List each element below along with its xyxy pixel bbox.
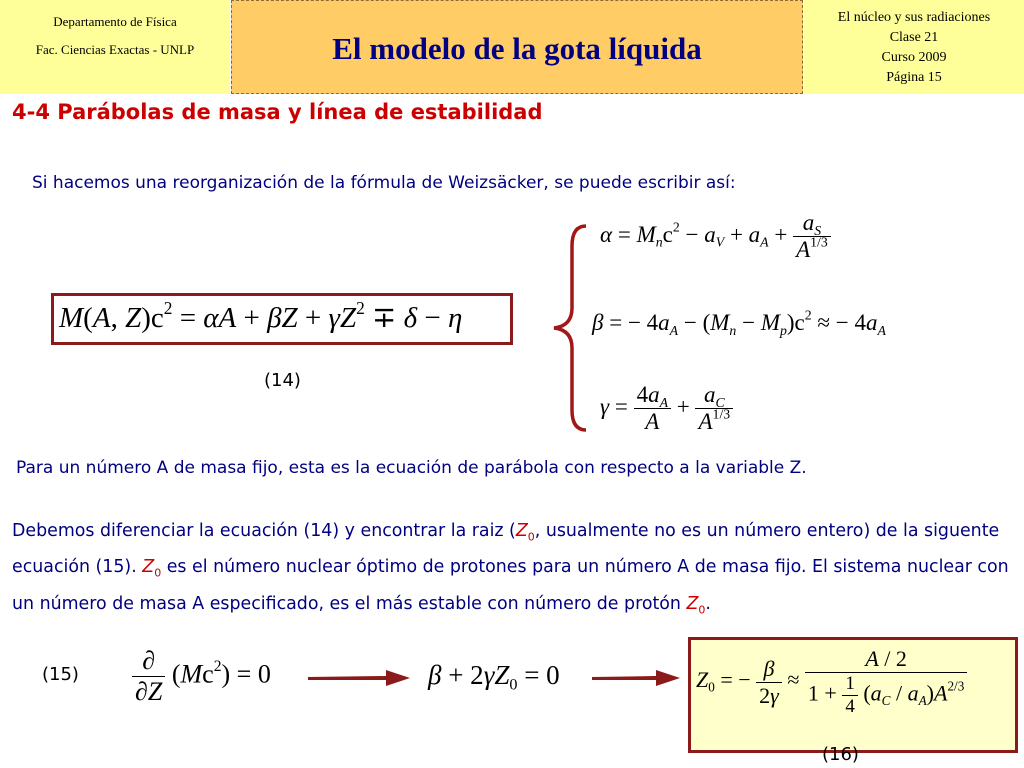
equation-14: M(A, $Z)c^2 = \alpha A + \beta Z + \gamma Z^2 \mp \delta - \eta$ xyxy=(59,297,463,334)
paragraph-part-2: , usualmente no es un número entero) de la siguente ecuación (15). xyxy=(12,521,1000,578)
paragraph-part-1: Debemos diferenciar la ecuación (14) y encontrar la raiz ( xyxy=(12,521,516,541)
header-title-panel xyxy=(231,0,803,94)
page-number: Página 15 xyxy=(886,70,942,85)
z0-subscript: 0 xyxy=(698,603,706,617)
equation-15: $\frac{\partial}{\partial Z}$ $(Mc^2) = 0$ xyxy=(132,646,271,707)
brace-icon xyxy=(548,222,590,434)
explanation-paragraph xyxy=(12,516,1017,625)
course-name: El núcleo y sus radiaciones xyxy=(837,10,991,25)
parabola-text: Para un número A de masa fijo, esta es la ecuación de parábola con respecto a la variable Z. xyxy=(16,458,807,478)
paragraph-part-3: es el número nuclear óptimo de protones para un número A de masa fijo. El sistema nuclear con un número de masa A especificado, es el más estable con número de protón xyxy=(12,557,1009,614)
gamma-definition: γ = $\frac{4a_A}{A}$ + $\frac{a_C}{A^{1/3}}$ xyxy=(600,382,733,435)
header-right-panel xyxy=(804,0,1024,94)
derivative-result: $\beta + 2\gamma Z_0 = 0$ xyxy=(428,660,560,694)
equation-15-label: (15) xyxy=(42,664,79,685)
z0-symbol: Z xyxy=(686,593,699,614)
intro-text: Si hacemos una reorganización de la fórmula de Weizsäcker, se puede escribir así: xyxy=(32,173,736,193)
z0-subscript: 0 xyxy=(527,530,535,544)
equation-16: $Z_0$ = − $\frac{\beta}{2\gamma}$ ≈ A / 2 1 + $\frac{1}{4}$ $(a_C / a_A)A^{2/3}$ xyxy=(696,646,967,718)
arrow-right-icon xyxy=(306,666,412,690)
arrow-right-icon xyxy=(590,666,682,690)
class-number: Clase 21 xyxy=(889,30,939,45)
header-left-panel xyxy=(0,0,230,94)
page-title: El modelo de la gota líquida xyxy=(332,31,702,66)
z0-subscript: 0 xyxy=(154,566,162,580)
paragraph-part-4: . xyxy=(705,593,711,614)
beta-definition: β = − $4a_A - (M_n - M_p)c^2$ ≈ − $4a_A$ xyxy=(592,307,886,338)
section-title: 4-4 Parábolas de masa y línea de estabilidad xyxy=(12,100,543,124)
department-label: Departamento de Física xyxy=(53,14,177,29)
alpha-definition: $\alpha = M_nc^2 - a_V + a_A$ + $\frac{a_S}{A^{1/3}}$ xyxy=(600,210,831,263)
equation-14-label: (14) xyxy=(264,370,301,391)
z0-symbol: Z xyxy=(515,521,528,541)
z0-symbol: Z xyxy=(142,557,155,578)
faculty-label: Fac. Ciencias Exactas - UNLP xyxy=(35,42,195,57)
course-year: Curso 2009 xyxy=(881,50,947,65)
equation-16-label: (16) xyxy=(822,744,859,765)
